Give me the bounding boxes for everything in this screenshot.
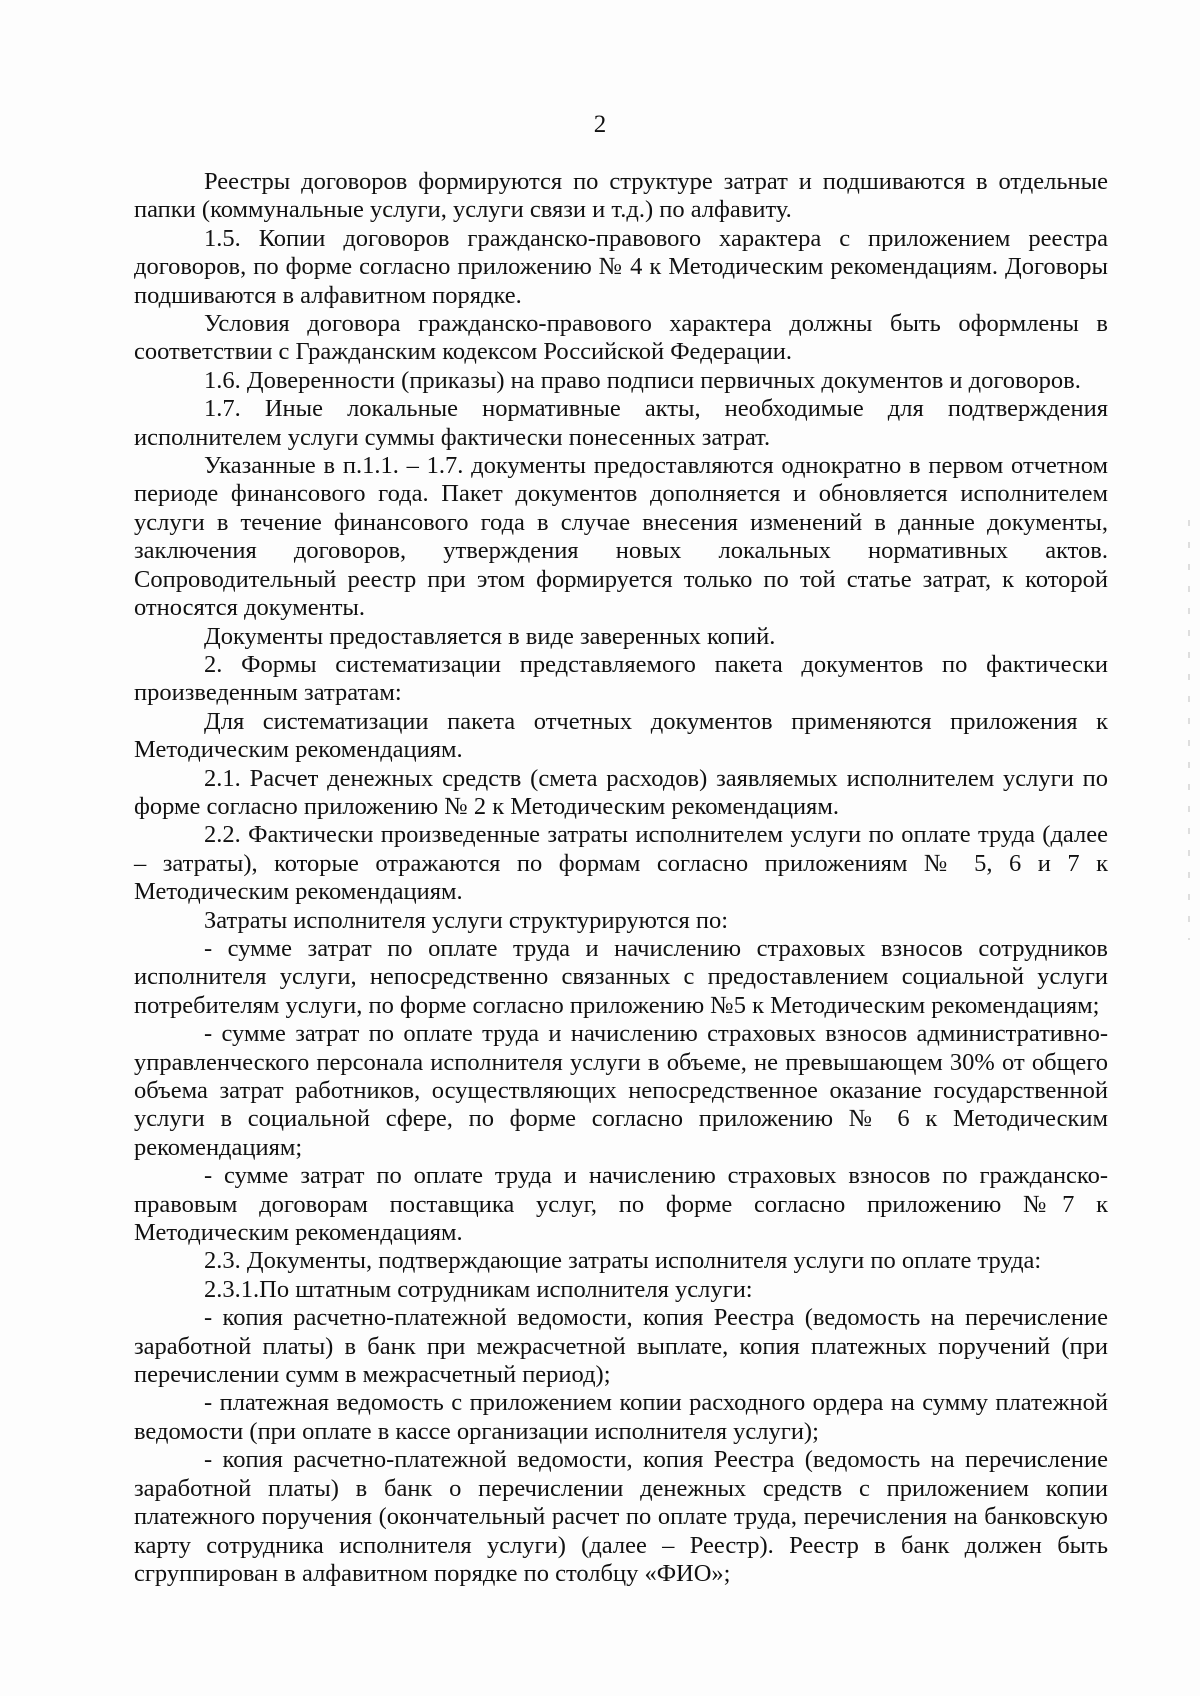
- list-item: - копия расчетно-платежной ведомости, копия Реестра (ведомость на перечисление заработной платы) в банк при межрасчетной выплате, копия платежных поручений (при перечислении сумм в межрасчетный период);: [134, 1304, 1108, 1389]
- paragraph: 2.2. Фактически произведенные затраты исполнителем услуги по оплате труда (далее – затраты), которые отражаются по формам согласно приложениям № 5, 6 и 7 к Методическим рекомендациям.: [134, 821, 1108, 906]
- list-item: - сумме затрат по оплате труда и начислению страховых взносов сотрудников исполнителя услуги, непосредственно связанных с предоставлением социальной услуги потребителям услуги, по форме согласно приложению №5 к Методическим рекомендациям;: [134, 934, 1108, 1019]
- paragraph: Затраты исполнителя услуги структурируются по:: [204, 906, 729, 934]
- paragraph: Для систематизации пакета отчетных документов применяются приложения к Методическим рекомендациям.: [134, 707, 1108, 764]
- document-body: [134, 168, 1108, 1588]
- page-number: 2: [593, 111, 607, 138]
- list-item: - сумме затрат по оплате труда и начислению страховых взносов административно-управленческого персонала исполнителя услуги в объеме, не превышающем 30% от общего объема затрат работников, осуществляющих непосредственное оказание государственной услуги в социальной сфере, по форме согласно приложению № 6 к Методическим рекомендациям;: [134, 1020, 1108, 1161]
- paragraph: 2.3. Документы, подтверждающие затраты исполнителя услуги по оплате труда:: [204, 1247, 1042, 1275]
- paragraph: Документы предоставляется в виде заверенных копий.: [204, 622, 776, 650]
- paragraph: 1.6. Доверенности (приказы) на право подписи первичных документов и договоров.: [204, 366, 1081, 394]
- paragraph: 2. Формы систематизации представляемого пакета документов по фактически произведенным затратам:: [134, 650, 1108, 707]
- paragraph: 2.1. Расчет денежных средств (смета расходов) заявляемых исполнителем услуги по форме согласно приложению № 2 к Методическим рекомендациям.: [134, 764, 1108, 820]
- list-item: - копия расчетно-платежной ведомости, копия Реестра (ведомость на перечисление заработной платы) в банк о перечислении денежных средств с приложением копии платежного поручения (окончательный расчет по оплате труда, перечисления на банковскую карту сотрудника исполнителя услуги) (далее – Реестр). Реестр в банк должен быть сгруппирован в алфавитном порядке по столбцу «ФИО»;: [134, 1446, 1108, 1587]
- list-item: - сумме затрат по оплате труда и начислению страховых взносов по гражданско-правовым договорам поставщика услуг, по форме согласно приложению №7 к Методическим рекомендациям.: [134, 1162, 1108, 1247]
- paragraph: Указанные в п.1.1. – 1.7. документы предоставляются однократно в первом отчетном периоде финансового года. Пакет документов дополняется и обновляется исполнителем услуги в течение финансового года в случае внесения изменений в данные документы, заключения договоров, утверждения новых локальных нормативных актов. Сопроводительный реестр при этом формируется только по той статье затрат, к которой относятся документы.: [134, 452, 1108, 622]
- paragraph: Реестры договоров формируются по структуре затрат и подшиваются в отдельные папки (коммунальные услуги, услуги связи и т.д.) по алфавиту.: [134, 168, 1108, 224]
- list-item: - платежная ведомость с приложением копии расходного ордера на сумму платежной ведомости (при оплате в кассе организации исполнителя услуги);: [134, 1389, 1108, 1445]
- paragraph: 1.5. Копии договоров гражданско-правового характера с приложением реестра договоров, по форме согласно приложению № 4 к Методическим рекомендациям. Договоры подшиваются в алфавитном порядке.: [134, 224, 1108, 309]
- paragraph: 1.7. Иные локальные нормативные акты, необходимые для подтверждения исполнителем услуги суммы фактически понесенных затрат.: [134, 395, 1108, 451]
- scan-artifact: [1188, 520, 1190, 940]
- paragraph: 2.3.1.По штатным сотрудникам исполнителя услуги:: [204, 1275, 753, 1303]
- paragraph: Условия договора гражданско-правового характера должны быть оформлены в соответствии с Гражданским кодексом Российской Федерации.: [134, 310, 1108, 366]
